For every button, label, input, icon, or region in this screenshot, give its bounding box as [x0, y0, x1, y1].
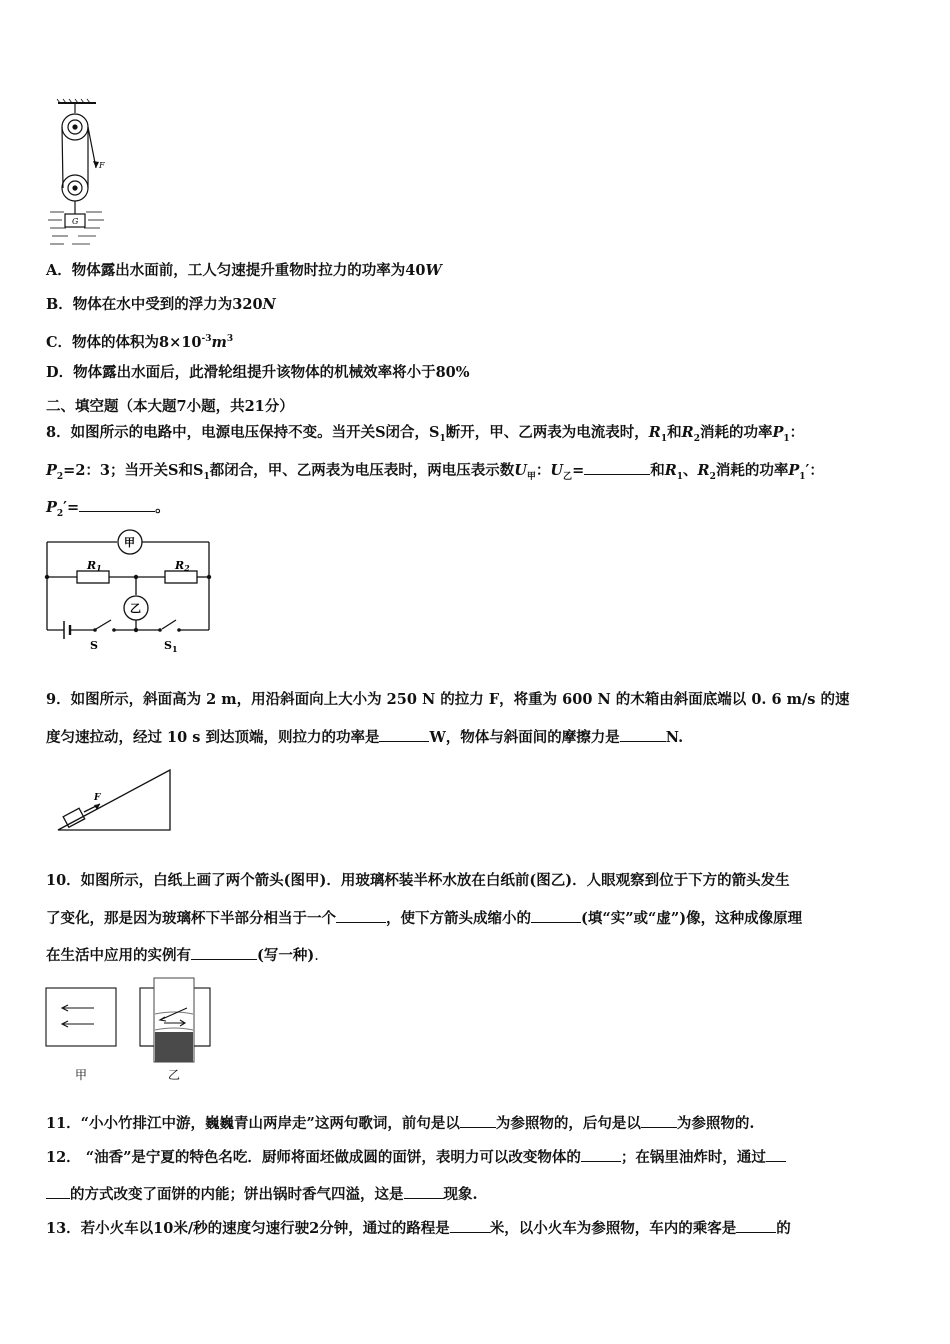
q13-line: 13．若小火车以10米/秒的速度匀速行驶2分钟，通过的路程是 米，以小火车为参照物，车内的乘客是 的	[46, 1220, 791, 1237]
option-a: A．物体露出水面前，工人匀速提升重物时拉力的功率为40W	[46, 262, 442, 279]
q10-line1: 10．如图所示，白纸上画了两个箭头(图甲)．用玻璃杯装半杯水放在白纸前(图乙)．人眼观察到位于下方的箭头发生	[46, 872, 790, 889]
meter-yi-label: 乙	[130, 602, 141, 615]
q12-line1: 12． “油香”是宁夏的特色名吃．厨师将面坯做成圆的面饼，表明力可以改变物体的 ；在锅里油炸时，通过	[46, 1147, 786, 1168]
q8-blank-2[interactable]	[79, 497, 155, 512]
pulley-figure	[44, 96, 116, 248]
q11-blank-1[interactable]	[460, 1113, 496, 1128]
q12-blank-3[interactable]	[404, 1184, 444, 1199]
option-c: C．物体的体积为$8\times 10^{-3}m^3$	[46, 333, 234, 351]
incline-figure	[54, 764, 176, 836]
q10-blank-2[interactable]	[531, 908, 581, 923]
r2-label: R2	[175, 559, 190, 573]
q8-line2: $P_2=2$：3；当开关S和$S_1$都闭合，甲、乙两表为电压表时，两电压表示数$U_甲$：$U_乙=$ 和$R_1$、$R_2$消耗的功率$P_1'$：	[46, 462, 824, 482]
incline-force-label: F	[94, 793, 101, 803]
q12-blank-2b[interactable]	[46, 1184, 70, 1199]
meter-jia-label: 甲	[124, 536, 135, 549]
q13-blank-2[interactable]	[736, 1218, 776, 1233]
q10-blank-1[interactable]	[336, 908, 386, 923]
pulley-force-label: F	[99, 161, 105, 170]
q9-line1: 9．如图所示，斜面高为 2 m，用沿斜面向上大小为 250 N 的拉力 F，将重为 600 N 的木箱由斜面底端以 0. 6 m/s 的速	[46, 691, 850, 708]
q12-blank-2a[interactable]	[766, 1147, 786, 1162]
section-heading: 二、填空题（本大题7小题，共21分）	[46, 398, 294, 415]
caption-jia: 甲	[75, 1068, 88, 1082]
option-b: B．物体在水中受到的浮力为320N	[46, 296, 276, 313]
q10-blank-3[interactable]	[191, 945, 257, 960]
r1-label: R1	[87, 559, 102, 573]
q11-blank-2[interactable]	[641, 1113, 677, 1128]
q8-line3: $P_2'=$ 。	[46, 499, 170, 519]
q12-blank-1[interactable]	[581, 1147, 621, 1162]
q11-line: 11．“小小竹排江中游，巍巍青山两岸走”这两句歌词，前句是以 为参照物的，后句是以 为参照物的.	[46, 1115, 755, 1132]
arrows-figure	[44, 976, 219, 1088]
q10-line2: 了变化，那是因为玻璃杯下半部分相当于一个 ，使下方箭头成缩小的 (填“实”或“虚”)像，这种成像原理	[46, 910, 803, 927]
q9-line2: 度匀速拉动，经过 10 s 到达顶端，则拉力的功率是 W，物体与斜面间的摩擦力是 N.	[46, 729, 684, 746]
q12-line2: 的方式改变了面饼的内能；饼出锅时香气四溢，这是 现象.	[46, 1184, 478, 1205]
option-d: D．物体露出水面后，此滑轮组提升该物体的机械效率将小于80%	[46, 364, 470, 381]
q9-blank-2[interactable]	[620, 727, 666, 742]
switch-s1-label: $S_1$	[164, 639, 178, 654]
q9-blank-1[interactable]	[379, 727, 429, 742]
circuit-diagram	[40, 525, 218, 660]
caption-yi: 乙	[168, 1068, 181, 1082]
switch-s-label: S	[90, 639, 98, 652]
q8-blank-1[interactable]	[584, 460, 650, 475]
q13-blank-1[interactable]	[450, 1218, 490, 1233]
q8-line1: 8．如图所示的电路中，电源电压保持不变。当开关S闭合，$S_1$断开，甲、乙两表为电流表时，$R_1$和$R_2$消耗的功率$P_1$：	[46, 424, 805, 444]
pulley-object-label: G	[72, 217, 79, 226]
q10-line3: 在生活中应用的实例有 (写一种).	[46, 947, 319, 964]
